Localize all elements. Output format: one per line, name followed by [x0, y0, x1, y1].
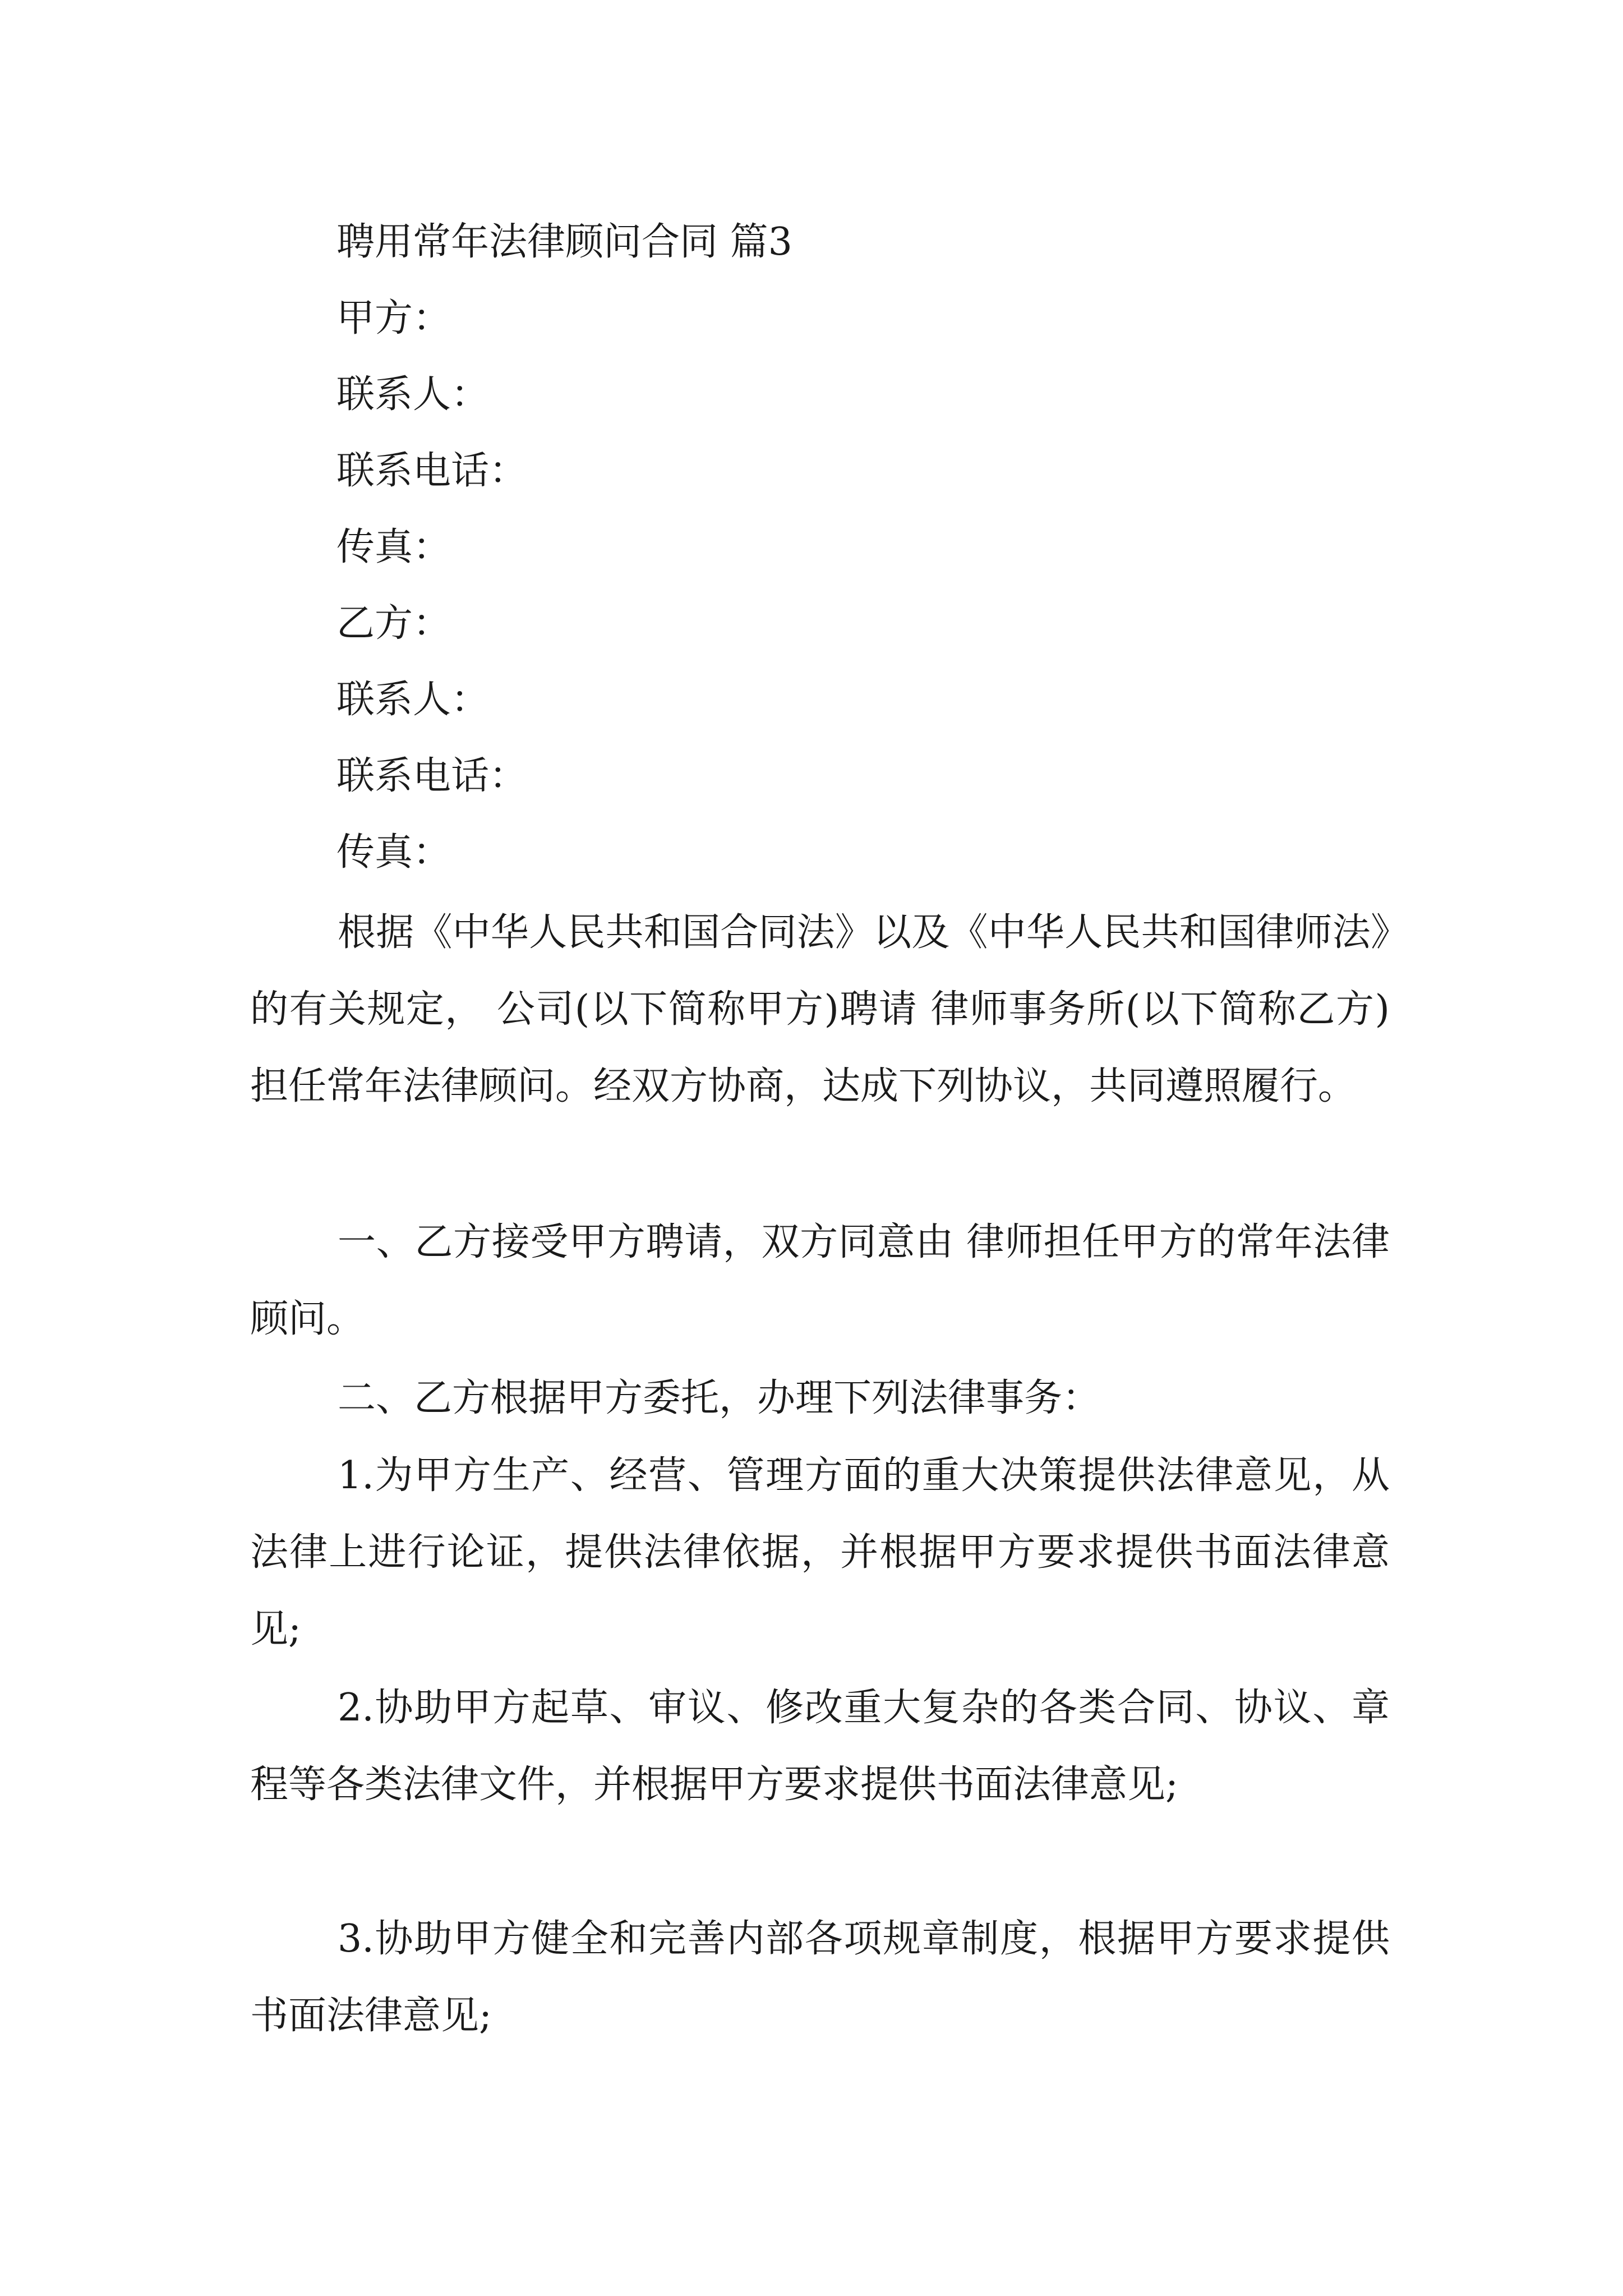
- paragraph-clause-2: 二、乙方根据甲方委托，办理下列法律事务：: [338, 1376, 1101, 1420]
- party-a-phone-label: 联系电话：: [336, 449, 528, 493]
- party-b-contact-label: 联系人：: [336, 678, 490, 722]
- party-a-contact-label: 联系人：: [336, 372, 490, 417]
- paragraph-item-3: 3.协助甲方健全和完善内部各项规章制度，根据甲方要求提供书面法律意见;: [250, 1917, 1390, 2038]
- paragraph-item-2: 2.协助甲方起草、审议、修改重大复杂的各类合同、协议、章程等各类法律文件，并根据甲方要求提供书面法律意见;: [250, 1686, 1390, 1807]
- paragraph-item-1: 1.为甲方生产、经营、管理方面的重大决策提供法律意见，从法律上进行论证，提供法律依据，并根据甲方要求提供书面法律意见;: [250, 1453, 1390, 1651]
- document-title: 聘用常年法律顾问合同 篇3: [336, 220, 792, 264]
- party-b-fax-label: 传真：: [336, 830, 451, 875]
- paragraph-clause-1: 一、乙方接受甲方聘请，双方同意由 律师担任甲方的常年法律顾问。: [250, 1220, 1390, 1341]
- party-a-label: 甲方：: [336, 296, 451, 341]
- party-b-phone-label: 联系电话：: [336, 754, 528, 798]
- paragraph-preamble: 根据《中华人民共和国合同法》以及《中华人民共和国律师法》的有关规定， 公司(以下简称甲方)聘请 律师事务所(以下简称乙方)担任常年法律顾问。经双方协商，达成下列协议，共同遵照履行。: [250, 910, 1390, 1108]
- party-a-fax-label: 传真：: [336, 525, 451, 569]
- party-b-label: 乙方：: [336, 601, 451, 646]
